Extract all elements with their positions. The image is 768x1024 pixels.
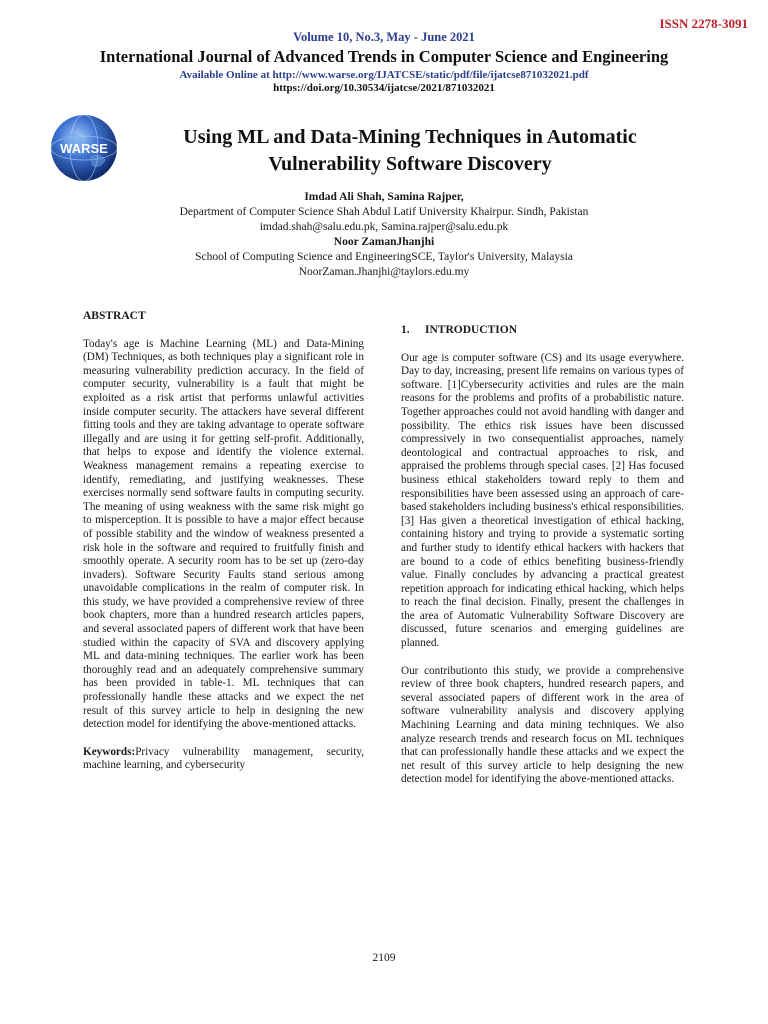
affiliation-2: School of Computing Science and EngineeringSCE, Taylor's University, Malaysia: [195, 251, 573, 263]
emails-2: NoorZaman.Jhanjhi@taylors.edu.my: [298, 266, 470, 278]
available-online-link[interactable]: Available Online at http://www.warse.org/IJATCSE/static/pdf/file/ijatcse871032021.pdf: [179, 69, 589, 81]
keywords: [83, 746, 364, 773]
affiliation-1: Department of Computer Science Shah Abdul Latif University Khairpur. Sindh, Pakistan: [179, 206, 589, 218]
section-number: 1.: [401, 324, 410, 336]
title-line-1: Using ML and Data-Mining Techniques in Automatic: [183, 126, 637, 148]
doi-link[interactable]: https://doi.org/10.30534/ijatcse/2021/871032021: [273, 82, 495, 94]
introduction-column: [401, 324, 684, 801]
author-block: [0, 190, 768, 280]
intro-paragraph-2: Our contributionto this study, we provide a comprehensive review of three book chapters, hundred research papers, and several associated papers of different work in the area of software vulnerability analysis and discovery applying Machining Learning and data mining techniques. We also analyze research trends and research focus on ML techniques that can professionally handle these attacks and we expect the net result of this survey article to help designing the new detection model for identifying the above-mentioned attacks.: [401, 664, 684, 786]
journal-title: International Journal of Advanced Trends in Computer Science and Engineering: [99, 47, 669, 66]
introduction-heading: [401, 324, 684, 338]
abstract-text: Today's age is Machine Learning (ML) and Data-Mining (DM) Techniques, as both techniques play a significant role in measuring vulnerability prediction accuracy. In the field of computer security, vulnerability is a fault that might be exploited as a risk artist that performs unlawful activities inside computer security. The attackers have several different fitting tools and they are taking advantage to operate software illegally and are using it for getting self-profit. Additionally, that helps to expose and identify the violence external. Weakness management remains a repeating exercise to identify, remediating, and justifying weaknesses. These exercises normally send software faults in computing security. The meaning of using weakness with the same risk might go to misperception. It is possible to have a major effect because of possible stability and the window of weakness presented a risk hole in the software and required to fruitfully finish and smoothly operate. A security room has to be set up (zero-day invaders). Software Security Faults stand serious among unavoidable complications in the realm of computer risk. In this study, we have provided a comprehensive review of three book chapters, more than a hundred research articles papers, and several associated papers of different work that have been studied within the capacity of SVA and discovery applying ML and data-mining techniques. The earlier work has been thoroughly read and an adequately comprehensive summary has been provided in table-1. ML techniques that can professionally handle these attacks and we expect the net result of this survey article to help in designing the new detection model for identifying the above-mentioned attacks.: [83, 337, 364, 731]
title-line-2: Vulnerability Software Discovery: [268, 153, 552, 175]
abstract-column: [83, 310, 364, 787]
emails-1: imdad.shah@salu.edu.pk, Samina.rajper@salu.edu.pk: [259, 221, 509, 233]
journal-header: [0, 30, 768, 94]
abstract-heading: ABSTRACT: [83, 310, 146, 322]
intro-paragraph-1: Our age is computer software (CS) and its usage everywhere. Day to day, increasing, present life remains on various types of software. [1]Cybersecurity activities and rules are the main reasons for the problems and profits of a probabilistic nature. Together approaches could not avoid handling with danger and possibility. The ethics risk issues have been discussed compressively in two consequentialist approaches, namely deontological and contractual approaches to risk, and appraised the problems through special cases. [2] Has focused business ethical stakeholders toward reply to them and responsibilities have been assessed using an approach of care-based stakeholders including business's ethical responsibilities. [3] Has given a theoretical investigation of ethical hacking, containing history and trying to provide a systematic sorting and further study to identify ethical hackers with hackers that are bound to a code of ethics benefiting business-friendly value. Finally concludes by advancing a practical greatest repetition approach for indicating ethical hacking, which helps to reach the final decision. Finally, present the challenges in the area of Automatic Vulnerability Software Discovery are discussed, future scenarios and emerging guidelines are planned.: [401, 351, 684, 650]
issn: ISSN 2278-3091: [659, 16, 748, 31]
keywords-text: Privacy vulnerability management, security, machine learning, and cybersecurity: [83, 745, 364, 772]
logo-text: WARSE: [60, 141, 108, 156]
volume-info: Volume 10, No.3, May - June 2021: [293, 30, 475, 44]
authors-2: Noor ZamanJhanjhi: [333, 236, 435, 248]
keywords-label: Keywords:: [83, 745, 136, 758]
section-title: INTRODUCTION: [425, 324, 518, 336]
authors-1: Imdad Ali Shah, Samina Rajper,: [304, 191, 464, 203]
warse-globe-logo: [48, 112, 120, 184]
paper-title: [120, 124, 700, 178]
page-number: 2109: [372, 952, 396, 964]
